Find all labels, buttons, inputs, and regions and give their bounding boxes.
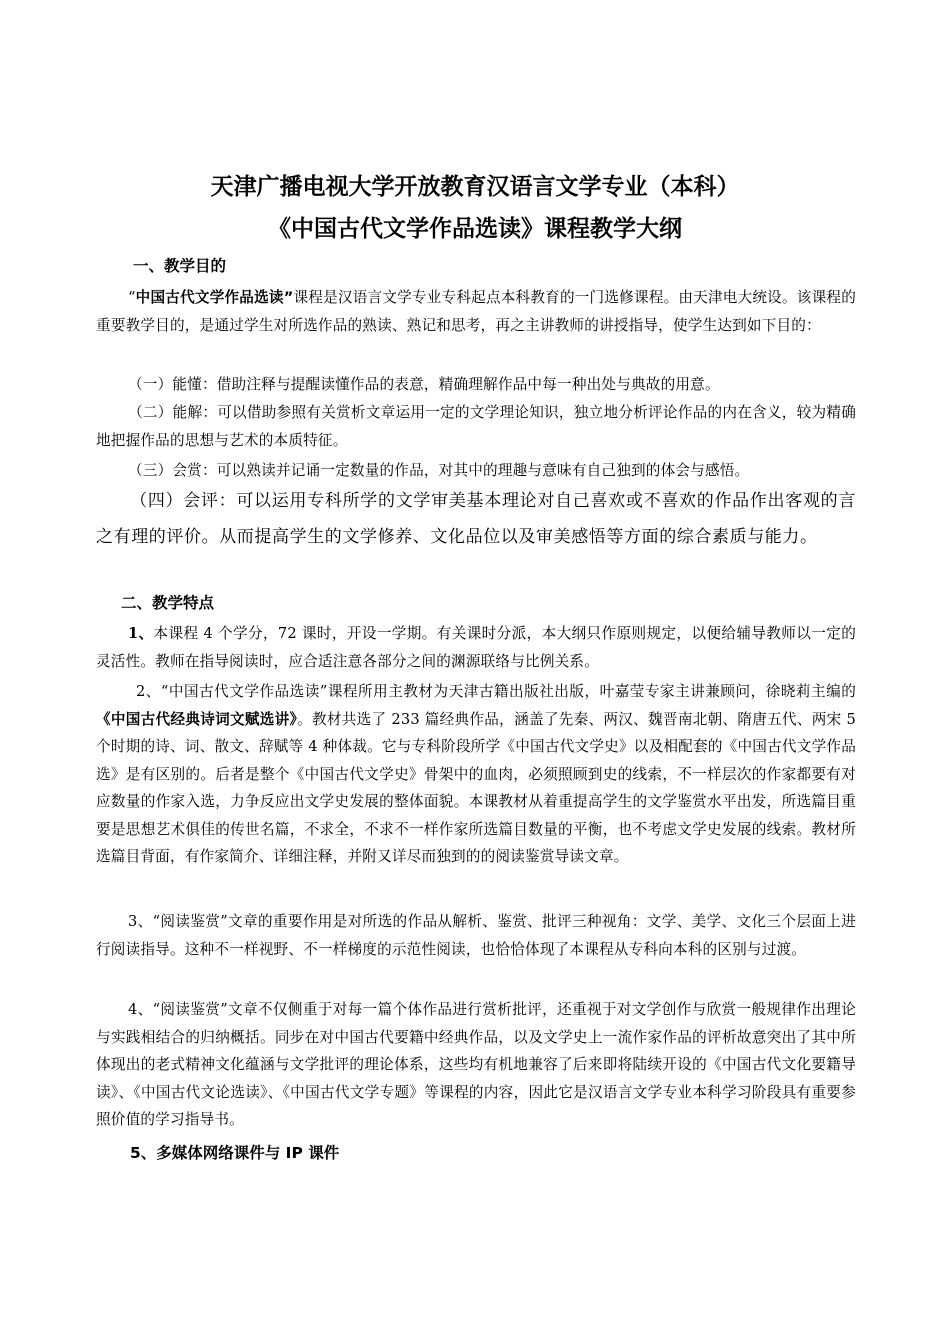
section2-heading: 二、教学特点 [121,594,215,612]
goal-2-text: （二）能解：可以借助参照有关赏析文章运用一定的文学理论知识，独立地分析评论作品的内在含义，较为精确地把握作品的思想与艺术的本质特征。 [96,404,856,449]
feature-2-pre: 2、“中国古代文学作品选读”课程所用主教材为天津古籍出版社出版，叶嘉莹专家主讲兼顾问，徐晓莉主编的 [136,683,856,700]
goal-1-text: （一）能懂：借助注释与提醒读懂作品的表意，精确理解作品中每一种出处与典故的用意。 [128,376,720,393]
section1-intro [96,284,856,339]
feature-2-book-title: 《中国古代经典诗词文赋选讲》 [96,710,298,728]
intro-open-quote: “ [128,289,136,306]
feature-2-post: 。教材共选了 233 篇经典作品，涵盖了先秦、两汉、魏晋南北朝、隋唐五代、两宋 5 个时期的诗、词、散文、辞赋等 4 种体裁。它与专科阶段所学《中国古代文学史》以及相配套的《中国古代文学作品选》是有区别的。后者是整个《中国古代文学史》骨架中的血肉，必须照顾到史的线索，不一样层次的作家都要有对应数量的作家入选，力争反应出文学史发展的整体面貌。本课教材从着重提高学生的文学鉴赏水平出发，所选篇目重要是思想艺术俱佳的传世名篇，不求全，不求不一样作家所选篇目数量的平衡，也不考虑文学史发展的线索。教材所选篇目背面，有作家简介、详细注释，并附又详尽而独到的的阅读鉴赏导读文章。 [96,710,856,865]
feature-1 [96,620,856,675]
feature-4 [96,996,856,1134]
feature-2 [96,678,856,871]
goal-4 [96,483,856,555]
feature-3-text: 3、“阅读鉴赏”文章的重要作用是对所选的作品从解析、鉴赏、批评三种视角：文学、美学、文化三个层面上进行阅读指导。这种不一样视野、不一样梯度的示范性阅读，也恰恰体现了本课程从专科向本科的区别与过渡。 [96,913,856,958]
intro-text: 课程是汉语言文学专业专科起点本科教育的一门选修课程。由天津电大统设。该课程的重要教学目的，是通过学生对所选作品的熟读、熟记和思考，再之主讲教师的讲授指导，使学生达到如下目的： [96,289,856,334]
goal-3 [96,457,856,485]
feature-3 [96,908,856,963]
feature-4-text: 4、“阅读鉴赏”文章不仅侧重于对每一篇个体作品进行赏析批评，还重视于对文学创作与欣赏一般规律作出理论与实践相结合的归纳概括。同步在对中国古代要籍中经典作品，以及文学史上一流作家作品的评析故意突出了其中所体现出的老式精神文化蕴涵与文学批评的理论体系，这些均有机地兼容了后来即将陆续开设的《中国古代文化要籍导读》、《中国古代文论选读》、《中国古代文学专题》等课程的内容，因此它是汉语言文学专业本科学习阶段具有重要参照价值的学习指导书。 [96,1001,856,1128]
intro-course-name: 中国古代文学作品选读” [135,289,294,306]
section1-heading: 一、教学目的 [133,257,227,275]
goal-2 [96,399,856,454]
goal-3-text: （三）会赏：可以熟读并记诵一定数量的作品，对其中的理趣与意味有自己独到的体会与感悟。 [128,462,750,479]
document-title-line2: 《中国古代文学作品选读》课程教学大纲 [268,216,682,242]
feature-5-heading: 5、多媒体网络课件与 IP 课件 [130,1144,340,1162]
goal-1 [96,371,856,399]
feature-1-text: 本课程 4 个学分，72 课时，开设一学期。有关课时分派，本大纲只作原则规定，以便给辅导教师以一定的灵活性。教师在指导阅读时，应合适注意各部分之间的渊源联络与比例关系。 [96,625,856,670]
document-title-line1: 天津广播电视大学开放教育汉语言文学专业（本科） [210,174,740,200]
feature-1-number: 1、 [128,625,154,642]
goal-4-text: （四）会评：可以运用专科所学的文学审美基本理论对自己喜欢或不喜欢的作品作出客观的言之有理的评价。从而提高学生的文学修养、文化品位以及审美感悟等方面的综合素质与能力。 [96,491,856,547]
